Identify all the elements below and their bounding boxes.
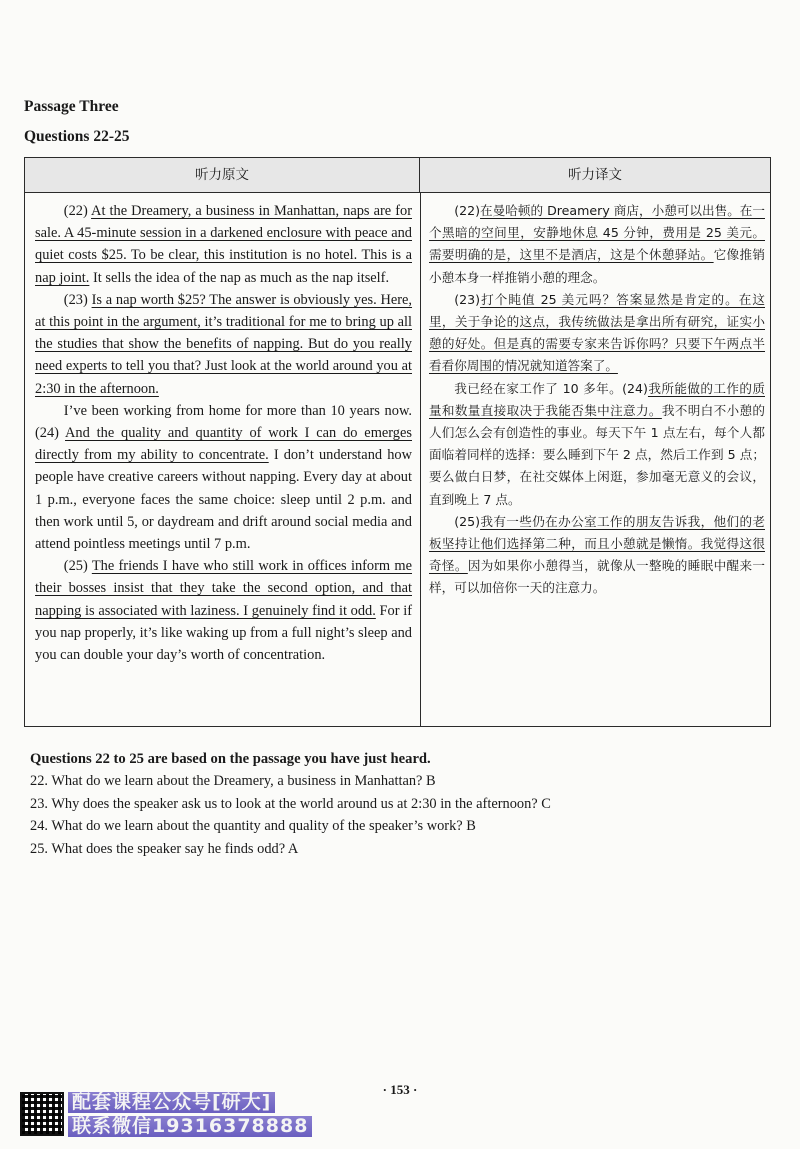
passage-title: Passage Three [24, 98, 119, 115]
plain-text: 因为如果你小憩得当，就像从一整晚的睡眠中醒来一样，可以加倍你一天的注意力。 [429, 558, 766, 596]
q-number: (24) [35, 425, 66, 442]
zh-paragraph-23 [429, 289, 765, 378]
plain-text: For if you nap properly, it’s like waking up from a full night’s sleep and you can double your day’s worth of concentration. [35, 602, 412, 664]
underlined-text: At the Dreamery, a business in Manhattan, naps are for sale. A 45-minute session in a darkened enclosure with peace and quiet costs $25. To be clear, this institution is no hotel. This is a nap joint. [35, 203, 412, 286]
chinese-translation [429, 200, 765, 600]
questions-block [30, 748, 770, 860]
plain-text: 它像推销小憩本身一样推销小憩的理念。 [429, 247, 766, 285]
english-transcript [35, 200, 412, 666]
q-number: (22) [63, 203, 92, 219]
underlined-text: 我有一些仍在办公室工作的朋友告诉我，他们的老板坚持让他们选择第二种，而且小憩就是懒惰。我觉得这很奇怪。 [429, 513, 765, 574]
plain-text: It sells the idea of the nap as much as the nap itself. [89, 269, 390, 286]
q-number: (23) [63, 291, 92, 308]
transcript-table [24, 157, 771, 727]
page-number: · 153 · [382, 1082, 418, 1097]
underlined-text: 打个盹值 25 美元吗？答案显然是肯定的。在这里，关于争论的这点，我传统做法是拿出所有研究，证实小憩的好处。但是真的需要专家来告诉你吗？只要下午两点半看看你周围的情况就知道答案了。 [429, 291, 765, 374]
question-22: 22. What do we learn about the Dreamery, a business in Manhattan? B [30, 773, 436, 789]
question-23: 23. Why does the speaker ask us to look at the world around us at 2:30 in the afternoon? C [30, 795, 551, 812]
header-original-text: 听力原文 [25, 158, 420, 193]
questions-range-heading: Questions 22-25 [24, 128, 130, 145]
en-paragraph-24 [35, 400, 412, 555]
plain-text: I don’t understand how people have creative careers without napping. Every day at about 1 p.m., everyone faces the same choice: sleep until 2 p.m. and then work until 5, or daydream and drift around social media and attend pointless meetings until 7 p.m. [35, 447, 412, 553]
zh-paragraph-22 [429, 200, 765, 289]
questions-heading: Questions 22 to 25 are based on the passage you have just heard. [30, 751, 431, 767]
watermark-line-1: 配套课程公众号[研大] [68, 1092, 275, 1113]
q-number: (25) [454, 513, 481, 529]
q-number: (24) [622, 380, 648, 396]
plain-text: 我已经在家工作了 10 多年。 [454, 380, 623, 396]
qr-code-icon [20, 1092, 64, 1136]
underlined-text: And the quality and quantity of work I can do emerges directly from my ability to concentrate. [35, 425, 412, 464]
header-translation: 听力译文 [420, 158, 770, 193]
underlined-text: The friends I have who still work in offices inform me their bosses insist that they take the second option, and that napping is associated with laziness. I genuinely find it odd. [35, 558, 412, 619]
underlined-text: 我所能做的工作的质量和数量直接取决于我能否集中注意力。 [429, 380, 765, 418]
q-number: (25) [63, 558, 92, 575]
en-paragraph-25 [35, 555, 412, 666]
q-number: (22) [454, 203, 481, 218]
zh-paragraph-24 [429, 378, 765, 511]
underlined-text: Is a nap worth $25? The answer is obviously yes. Here, at this point in the argument, it’s traditional for me to bring up all the studies that show the benefits of napping. But do you really need experts to tell you that? Just look at the world around you at 2:30 in the afternoon. [35, 291, 413, 397]
en-paragraph-22 [35, 200, 412, 289]
question-25: 25. What does the speaker say he finds odd? A [30, 840, 299, 857]
en-paragraph-23 [35, 289, 412, 400]
q-number: (23) [454, 291, 481, 307]
column-divider [420, 193, 421, 726]
underlined-text: 在曼哈顿的 Dreamery 商店，小憩可以出售。在一个黑暗的空间里，安静地休息 45 分钟，费用是 25 美元。需要明确的是，这里不是酒店，这是个休憩驿站。 [429, 203, 765, 263]
watermark-line-2: 联系微信19316378888 [68, 1116, 312, 1137]
plain-text: 我不明白不小憩的人们怎么会有创造性的事业。每天下午 1 点左右，每个人都面临着同样的选择：要么睡到下午 2 点，然后工作到 5 点；要么做白日梦，在社交媒体上闲逛，参加毫无意义的会议，直到晚上 7 点。 [429, 402, 766, 507]
zh-paragraph-25 [429, 511, 765, 600]
question-24: 24. What do we learn about the quantity and quality of the speaker’s work? B [30, 818, 476, 834]
plain-text: I’ve been working from home for more than 10 years now. [63, 402, 412, 419]
